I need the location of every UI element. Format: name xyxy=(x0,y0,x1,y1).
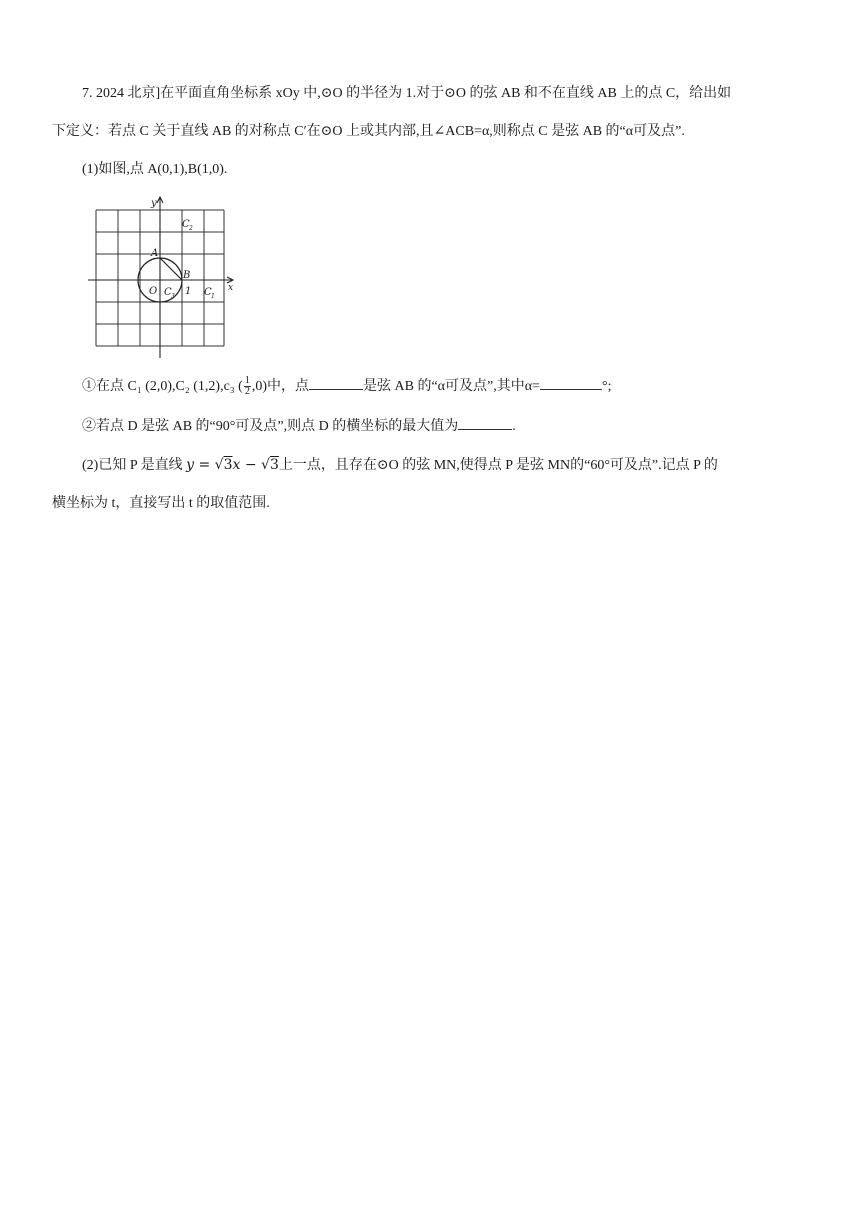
q2-prefix: ②若点 D 是弦 AB 的“90°可及点”,则点 D 的横坐标的最大值为 xyxy=(82,419,459,434)
question-2-line2: 横坐标为 t，直接写出 t 的取值范围. xyxy=(52,496,270,511)
question-1-2 xyxy=(82,415,516,437)
label-c2-sub: 2 xyxy=(189,225,193,232)
eq-minus: − xyxy=(240,457,262,473)
label-c1: C xyxy=(204,287,212,298)
part1-intro: (1)如图,点 A(0,1),B(1,0). xyxy=(82,162,228,177)
question-1-1 xyxy=(82,375,611,397)
label-y: y xyxy=(151,198,157,209)
part2-suffix: 上一点，且存在⊙O 的弦 MN,使得点 P 是弦 MN的“60°可及点”.记点 P 的 xyxy=(278,458,718,473)
label-c3: C xyxy=(164,287,172,298)
q1-prefix: ①在点 C₁ (2,0),C₂ (1,2),c₃ ( xyxy=(82,379,243,394)
coordinate-figure xyxy=(88,196,240,360)
label-x: x xyxy=(228,283,234,293)
answer-blank-alpha[interactable] xyxy=(540,375,602,390)
label-one: 1 xyxy=(185,286,192,297)
q2-end: . xyxy=(512,419,516,434)
label-b: B xyxy=(183,270,191,281)
label-c3-sub: 3 xyxy=(171,293,175,300)
q1-end: °; xyxy=(601,379,612,394)
label-o: O xyxy=(149,286,158,297)
answer-blank-max-x[interactable] xyxy=(458,415,512,430)
line-equation xyxy=(186,457,279,473)
sqrt-sign-2: √ xyxy=(261,457,270,473)
sqrt-sign-1: √ xyxy=(214,457,224,473)
answer-blank-point[interactable] xyxy=(309,375,363,390)
axes xyxy=(88,197,233,358)
problem-statement-line1: 7. 2024 北京]在平面直角坐标系 xOy 中,⊙O 的半径为 1.对于⊙O 的弦 AB 和不在直线 AB 上的点 C，给出如 xyxy=(82,86,732,101)
question-2 xyxy=(82,455,718,476)
fraction-one-half xyxy=(244,376,251,397)
label-c1-sub: 1 xyxy=(211,293,215,300)
fraction-denominator: 2 xyxy=(244,386,250,398)
eq-sqrt-3-b: 3 xyxy=(269,457,279,473)
eq-x: x xyxy=(232,457,241,473)
label-c2: C xyxy=(182,219,190,230)
problem-statement-line2: 下定义：若点 C 关于直线 AB 的对称点 C′在⊙O 上或其内部,且∠ACB=α,则称点 C 是弦 AB 的“α可及点”. xyxy=(52,124,685,139)
label-a: A xyxy=(151,248,159,259)
eq-sqrt-3-a: 3 xyxy=(223,457,233,473)
q1-suffix-a: ,0)中，点 xyxy=(251,379,310,394)
part2-prefix: (2)已知 P 是直线 xyxy=(82,458,183,473)
eq-equals: = xyxy=(194,457,215,473)
eq-y: y xyxy=(186,457,195,473)
fraction-numerator: 1 xyxy=(244,375,250,387)
q1-mid: 是弦 AB 的“α可及点”,其中α= xyxy=(363,379,540,394)
